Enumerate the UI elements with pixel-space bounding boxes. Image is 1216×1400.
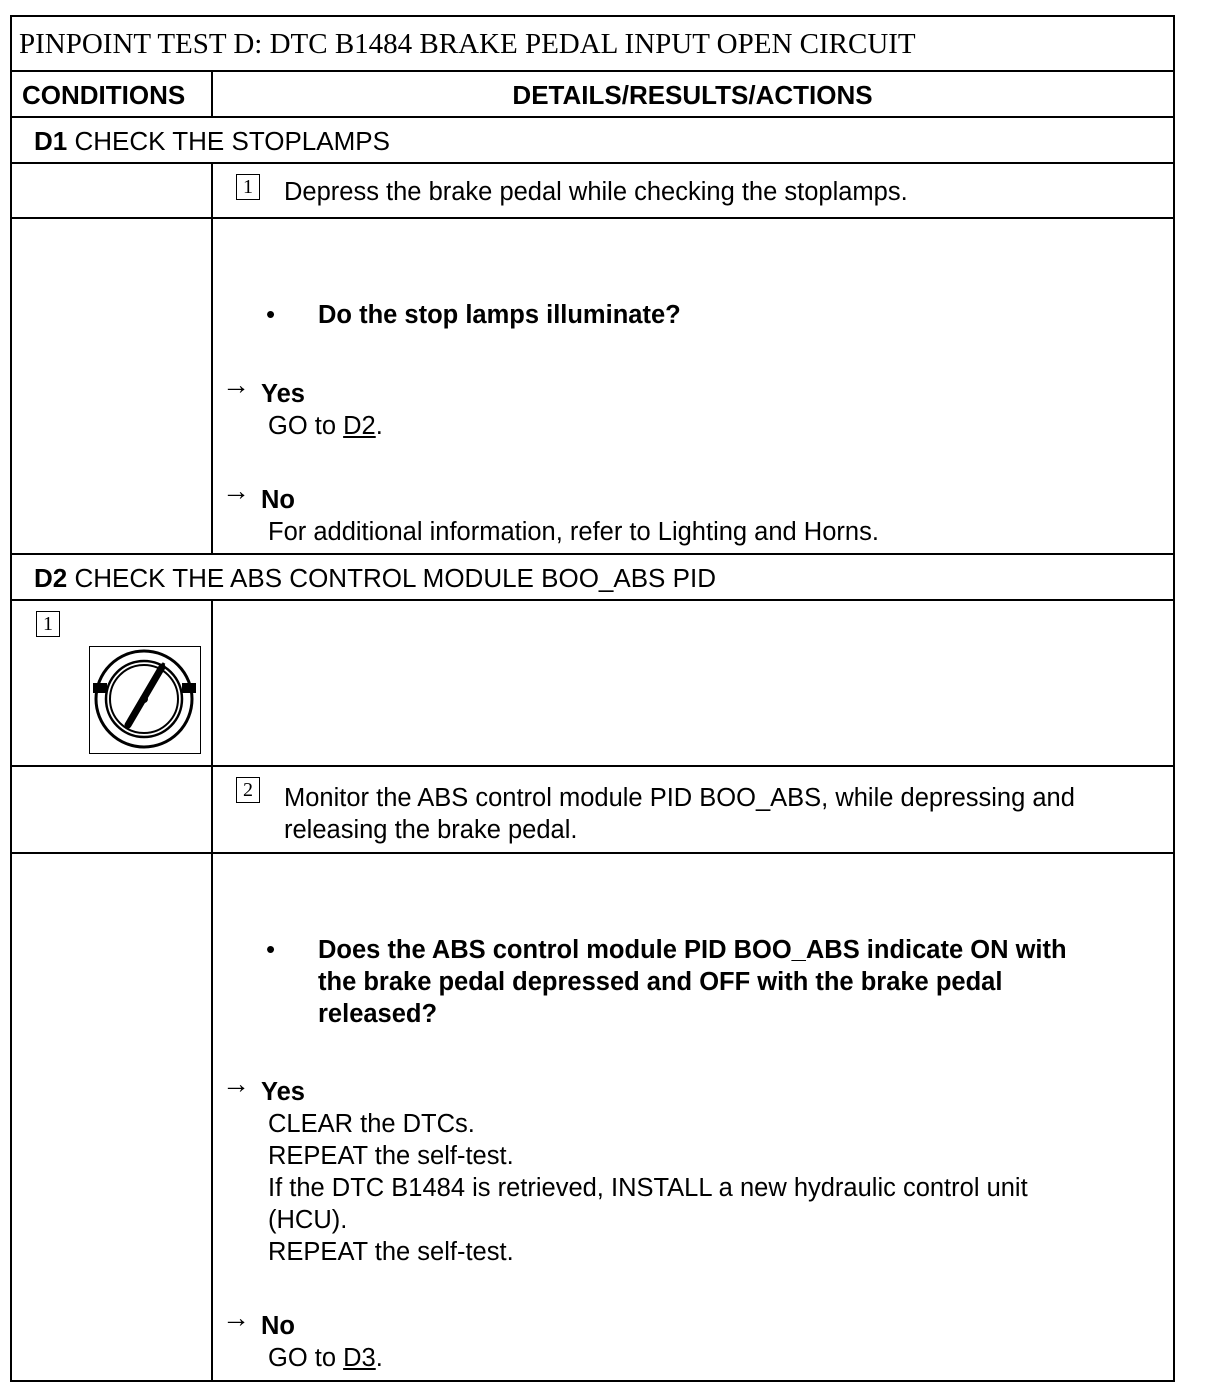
d1-question: Do the stop lamps illuminate? [318, 301, 681, 329]
d2-no-label: No [261, 1312, 295, 1340]
goto-suffix: . [375, 412, 383, 440]
step2-text-line: releasing the brake pedal. [284, 816, 578, 844]
arrow-right-icon: → [222, 475, 250, 506]
section-heading-text: CHECK THE STOPLAMPS [74, 126, 390, 156]
column-divider [211, 164, 213, 219]
d2-no-action [268, 1342, 383, 1374]
d2-results-row [12, 854, 1173, 1382]
section-id: D2 [34, 563, 68, 593]
goto-d2-link[interactable]: D2 [343, 412, 376, 440]
question-line: the brake pedal depressed and OFF with the brake pedal [318, 968, 1003, 996]
column-divider [211, 72, 213, 118]
d1-yes-action [268, 410, 383, 442]
d1-no-action: For additional information, refer to Lighting and Horns. [268, 518, 879, 546]
question-line: released? [318, 1000, 438, 1028]
details-header: DETAILS/RESULTS/ACTIONS [512, 80, 873, 110]
yes-action-line: REPEAT the self-test. [268, 1142, 514, 1170]
goto-prefix: GO to [268, 412, 337, 440]
d1-yes-label: Yes [261, 380, 305, 408]
d2-step2-row [12, 767, 1173, 854]
yes-action-line: REPEAT the self-test. [268, 1238, 514, 1266]
goto-prefix: GO to [268, 1344, 337, 1372]
step-number-box: 2 [236, 777, 260, 803]
section-d1-heading [12, 118, 1173, 164]
section-heading-text: CHECK THE ABS CONTROL MODULE BOO_ABS PID [74, 563, 716, 593]
goto-suffix: . [375, 1344, 383, 1372]
step2-text-line: Monitor the ABS control module PID BOO_ABS, while depressing and [284, 784, 1075, 812]
pinpoint-test-table [10, 15, 1175, 1382]
title-text: PINPOINT TEST D: DTC B1484 BRAKE PEDAL INPUT OPEN CIRCUIT [19, 28, 916, 60]
yes-action-line: If the DTC B1484 is retrieved, INSTALL a new hydraulic control unit [268, 1174, 1028, 1202]
column-divider [211, 854, 213, 1382]
column-divider [211, 767, 213, 854]
yes-action-line: (HCU). [268, 1206, 348, 1234]
yes-action-line: CLEAR the DTCs. [268, 1110, 475, 1138]
arrow-right-icon: → [222, 369, 250, 400]
d1-step1-text: Depress the brake pedal while checking the stoplamps. [284, 178, 908, 206]
d1-results-row [12, 219, 1173, 555]
page-title [12, 17, 1173, 72]
d2-question [318, 934, 1067, 1030]
diagnostic-tool-gauge-icon [89, 646, 201, 754]
section-id: D1 [34, 126, 68, 156]
question-line: Does the ABS control module PID BOO_ABS indicate ON with [318, 936, 1067, 964]
step-number-box: 1 [36, 611, 60, 637]
section-d2-heading [12, 555, 1173, 601]
d2-yes-actions [268, 1108, 1028, 1268]
arrow-right-icon: → [222, 1068, 250, 1099]
gauge-icon-graphic [90, 647, 199, 752]
column-divider [211, 601, 213, 767]
bullet-icon: • [266, 934, 276, 964]
bullet-icon: • [266, 299, 276, 329]
d2-step1-row [12, 601, 1173, 767]
step-number-box: 1 [236, 174, 260, 200]
column-divider [211, 219, 213, 555]
d2-yes-label: Yes [261, 1078, 305, 1106]
arrow-right-icon: → [222, 1302, 250, 1333]
goto-d3-link[interactable]: D3 [343, 1344, 376, 1372]
d1-no-label: No [261, 486, 295, 514]
d2-step2-text [284, 782, 1075, 846]
table-header-row [12, 72, 1173, 118]
conditions-header: CONDITIONS [22, 80, 186, 110]
d1-step1-row [12, 164, 1173, 219]
